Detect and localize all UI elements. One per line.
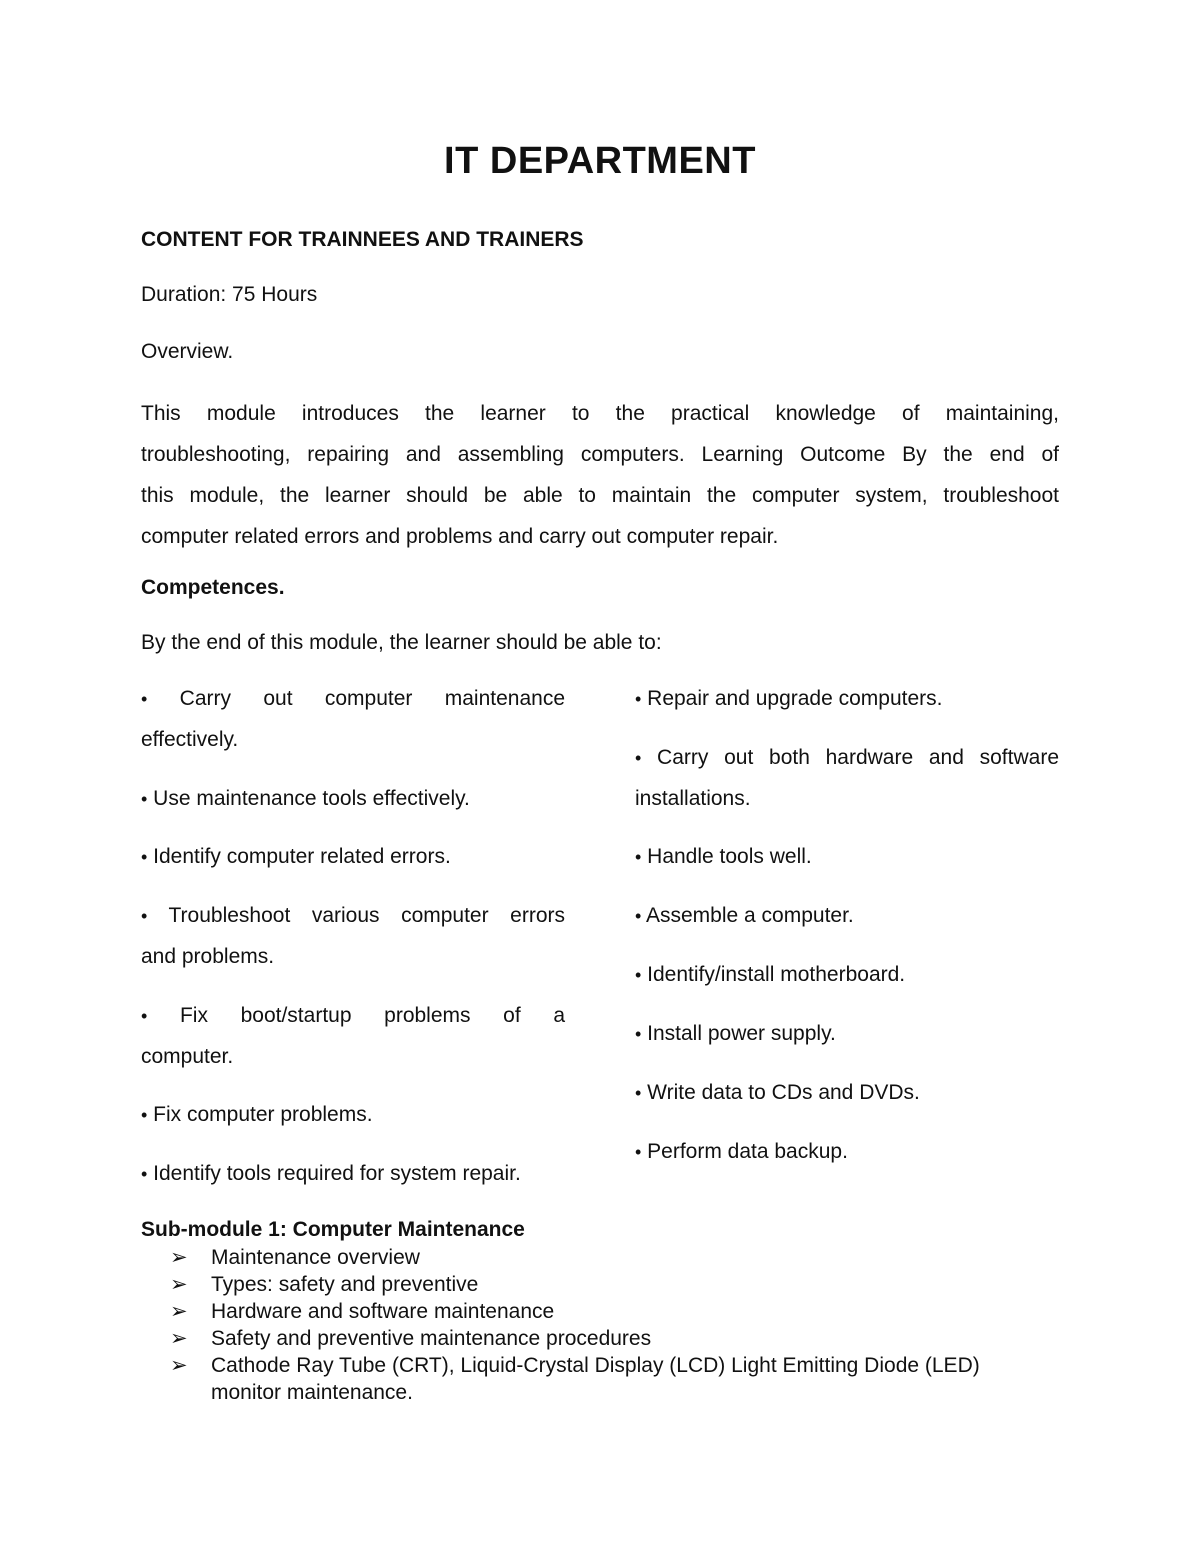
arrow-bullet-icon: ➢ [170, 1300, 188, 1323]
overview-paragraph [141, 393, 1059, 557]
overview-label: Overview. [141, 340, 234, 363]
bullet-icon: • [635, 847, 642, 867]
arrow-bullet-icon: ➢ [170, 1327, 188, 1350]
overview-line: troubleshooting, repairing and assembling computers. Learning Outcome By the end of [141, 443, 1059, 466]
bullet-icon: • [635, 689, 642, 709]
list-item: • Identify tools required for system repair. [141, 1162, 521, 1185]
bullet-icon: • [141, 906, 148, 926]
arrow-bullet-icon: ➢ [170, 1273, 188, 1296]
bullet-icon: • [141, 1006, 148, 1026]
list-item: • Install power supply. [635, 1022, 836, 1045]
list-item: • Carry out computer maintenance effectively. [141, 687, 565, 751]
competences-intro: By the end of this module, the learner should be able to: [141, 631, 662, 654]
submodule-title: Sub-module 1: Computer Maintenance [141, 1218, 525, 1241]
bullet-icon: • [141, 689, 148, 709]
list-item: • Carry out both hardware and software installations. [635, 746, 1059, 810]
bullet-icon: • [141, 1164, 148, 1184]
bullet-icon: • [635, 1142, 642, 1162]
arrow-bullet-icon: ➢ [170, 1354, 188, 1377]
overview-line: computer related errors and problems and carry out computer repair. [141, 525, 779, 548]
bullet-icon: • [635, 1024, 642, 1044]
submodule-item: ➢ Maintenance overview [170, 1246, 420, 1269]
list-item: • Write data to CDs and DVDs. [635, 1081, 920, 1104]
list-item: • Fix boot/startup problems of a computer. [141, 1004, 565, 1068]
bullet-icon: • [141, 1105, 148, 1125]
overview-line: This module introduces the learner to the practical knowledge of maintaining, [141, 402, 1059, 425]
list-item: • Troubleshoot various computer errors and problems. [141, 904, 565, 968]
document-title: IT DEPARTMENT [444, 140, 756, 182]
bullet-icon: • [635, 906, 642, 926]
submodule-item: ➢ Cathode Ray Tube (CRT), Liquid-Crystal Display (LCD) Light Emitting Diode (LED) monitor maintenance. [170, 1354, 980, 1404]
overview-line: this module, the learner should be able to maintain the computer system, troubleshoot [141, 484, 1059, 507]
bullet-icon: • [141, 789, 148, 809]
submodule-item: ➢ Hardware and software maintenance [170, 1300, 555, 1323]
submodule-item: ➢ Types: safety and preventive [170, 1273, 479, 1296]
duration-text: Duration: 75 Hours [141, 283, 318, 306]
list-item: • Use maintenance tools effectively. [141, 787, 470, 810]
list-item: • Identify computer related errors. [141, 845, 451, 868]
list-item: • Repair and upgrade computers. [635, 687, 943, 710]
list-item: • Handle tools well. [635, 845, 812, 868]
bullet-icon: • [635, 1083, 642, 1103]
list-item: • Identify/install motherboard. [635, 963, 906, 986]
submodule-list [170, 1244, 1050, 1406]
list-item: • Perform data backup. [635, 1140, 848, 1163]
submodule-item: ➢ Safety and preventive maintenance procedures [170, 1327, 652, 1350]
bullet-icon: • [141, 847, 148, 867]
arrow-bullet-icon: ➢ [170, 1246, 188, 1269]
bullet-icon: • [635, 748, 642, 768]
list-item: • Fix computer problems. [141, 1103, 373, 1126]
bullet-icon: • [635, 965, 642, 985]
competences-heading: Competences. [141, 576, 285, 599]
document-subtitle: CONTENT FOR TRAINNEES AND TRAINERS [141, 228, 584, 251]
list-item: • Assemble a computer. [635, 904, 854, 927]
